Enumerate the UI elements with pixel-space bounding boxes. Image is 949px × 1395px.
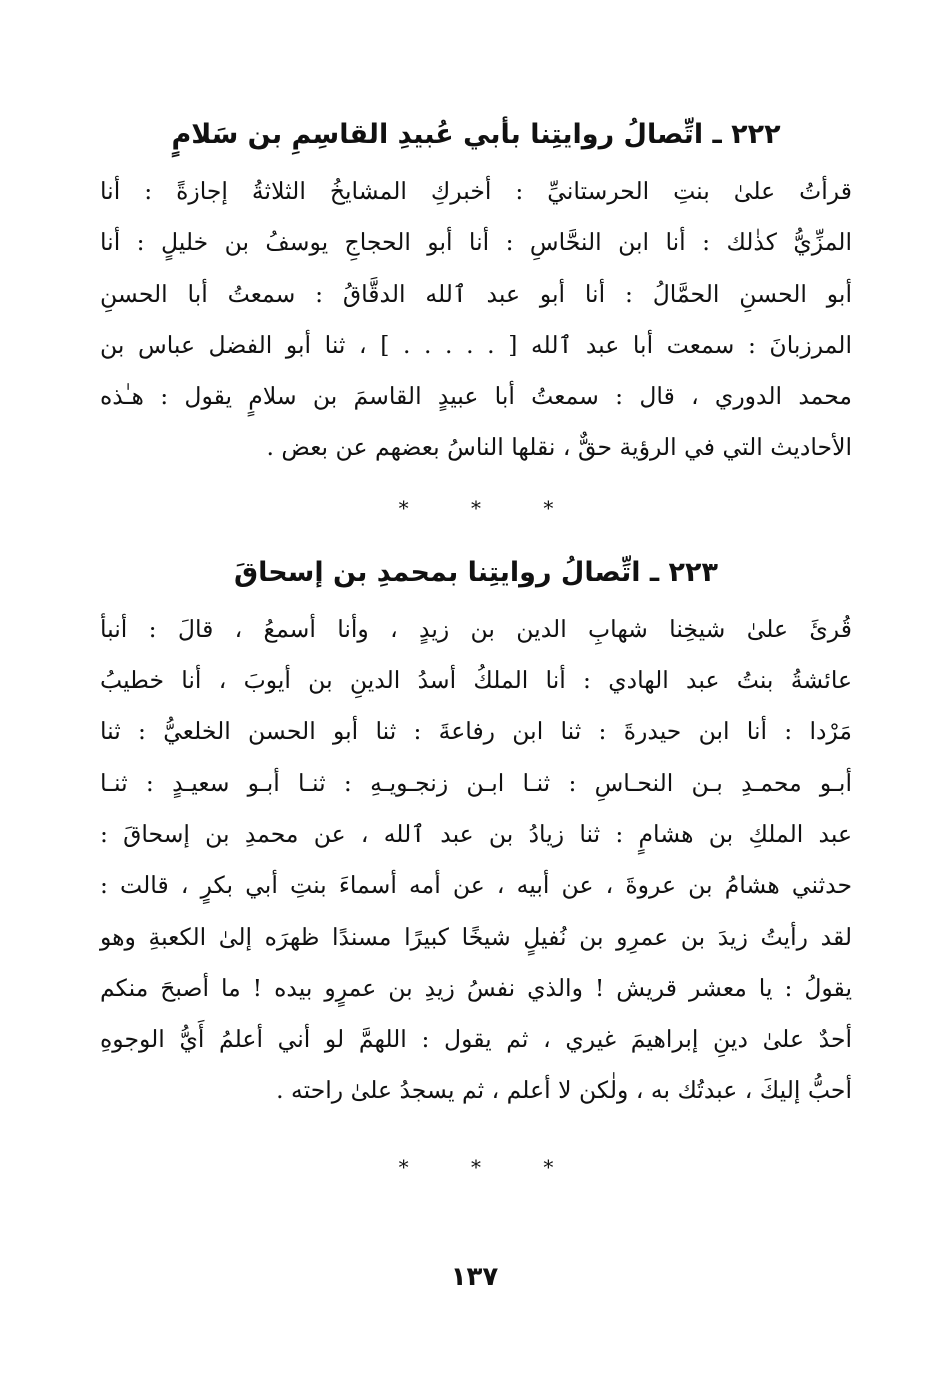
section-222-line: المزِّيُّ كذٰلك : أنا ابن النحَّاسِ : أنا أبو الحجاجِ يوسفُ بن خليلٍ : أنا (100, 228, 852, 257)
section-223-line: قُرئَ علىٰ شيخِنا شهابِ الدين بن زيدٍ ، وأنا أسمعُ ، قالَ : أنبأ (100, 614, 852, 643)
section-223-line: حدثني هشامُ بن عروةَ ، عن أبيه ، عن أمه أسماءَ بنتِ أبي بكرٍ ، قالت : (100, 871, 852, 900)
section-222-line: محمد الدوري ، قال : سمعتُ أبا عبيدٍ القاسمَ بن سلامٍ يقول : هـٰذه (100, 382, 852, 411)
section-222-line: الأحاديث التي في الرؤية حقٌّ ، نقلها الناسُ بعضهم عن بعض . (266, 433, 852, 462)
asterism-divider: * * * (398, 1154, 582, 1179)
section-222-line: قرأتُ علىٰ بنتِ الحرستانيِّ : أخبركِ المشايخُ الثلاثةُ إجازةً : أنا (100, 177, 852, 205)
asterism-divider: * * * (398, 495, 582, 520)
section-223-line: لقد رأيتُ زيدَ بن عمرِو بن نُفيلٍ شيخًا كبيرًا مسندًا ظهرَه إلىٰ الكعبةِ وهو (100, 922, 852, 951)
section-223-title: ٢٢٣ ـ اتِّصالُ روايتِنا بمحمدِ بن إسحاقَ (234, 556, 718, 588)
section-222-body (100, 166, 852, 474)
section-223-line: يقولُ : يا معشر قريش ! والذي نفسُ زيدِ بن عمرٍو بيده ! ما أصبحَ منكم (100, 973, 852, 1002)
page-number: ١٣٧ (450, 1262, 499, 1292)
section-223-line: عائشةُ بنتُ عبد الهادي : أنا الملكُ أسدُ الدينِ بن أيوبَ ، أنا خطيبُ (100, 666, 852, 695)
section-222-line: أبو الحسنِ الحمَّالُ : أنا أبو عبد ٱلله الدقَّاقُ : سمعتُ أبا الحسنِ (100, 279, 852, 308)
section-223-line: عبد الملكِ بن هشامٍ : ثنا زيادُ بن عبد ٱلله ، عن محمدِ بن إسحاقَ : (100, 819, 852, 848)
section-222-line: المرزبانَ : سمعت أبا عبد ٱلله [ . . . . . ] ، ثنا أبو الفضل عباس بن (100, 330, 852, 359)
book-page (100, 108, 852, 1197)
section-223-line: أحدٌ علىٰ دينِ إبراهيمَ غيري ، ثم يقول : اللهمَّ لو أني أعلمُ أَيُّ الوجوهِ (100, 1025, 852, 1054)
section-223-line: أحبُّ إليكَ ، عبدتُك به ، ولٰكن لا أعلم ، ثم يسجدُ علىٰ راحته . (276, 1076, 852, 1105)
section-222-title: ٢٢٢ ـ اتِّصالُ روايتِنا بأبي عُبيدِ القاسِمِ بن سَلامٍ (171, 119, 781, 150)
section-223-body (100, 604, 852, 1117)
section-223-line: أبـو محمـدِ بـن النحـاسِ : ثنـا ابـن زنجـويـهِ : ثنـا أبـو سعيـدٍ : ثنـا (100, 768, 852, 797)
section-223-line: مَرْدا : أنا ابن حيدرةَ : ثنا ابن رفاعةَ : ثنا أبو الحسن الخلعيُّ : ثنا (100, 717, 852, 746)
